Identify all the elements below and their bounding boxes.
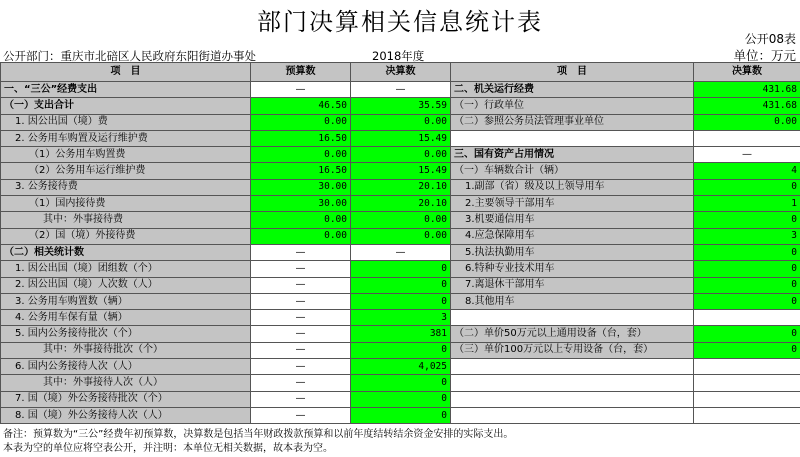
row-budget-value: 0.00 <box>251 228 351 244</box>
row-budget-value: — <box>251 391 351 407</box>
row-item-label: 3. 公务用车购置数（辆） <box>1 293 251 309</box>
row-final-value-right: 4 <box>694 163 800 179</box>
row-final-value-right: 431.68 <box>694 82 800 98</box>
row-final-value: 15.49 <box>351 163 451 179</box>
row-item-label-right: （三）单价100万元以上专用设备（台，套） <box>451 342 694 358</box>
row-item-label-right: 4.应急保障用车 <box>451 228 694 244</box>
table-row <box>1 228 800 244</box>
header-budget: 预算数 <box>251 63 351 82</box>
row-item-label: 1. 因公出国（境）团组数（个） <box>1 261 251 277</box>
form-code: 公开08表 <box>744 32 796 46</box>
row-final-value: 0 <box>351 293 451 309</box>
row-final-value: 4,025 <box>351 359 451 375</box>
department-label: 公开部门：重庆市北碚区人民政府东阳街道办事处 <box>3 49 256 63</box>
table-row <box>1 310 800 326</box>
row-item-label-right: （二）参照公务员法管理事业单位 <box>451 114 694 130</box>
row-item-label-right <box>451 359 694 375</box>
row-budget-value: — <box>251 326 351 342</box>
row-final-value-right: 0 <box>694 244 800 260</box>
row-budget-value: — <box>251 359 351 375</box>
table-row <box>1 163 800 179</box>
row-final-value-right: 3 <box>694 228 800 244</box>
table-row <box>1 293 800 309</box>
row-final-value-right: 0 <box>694 212 800 228</box>
row-item-label-right: 6.特种专业技术用车 <box>451 261 694 277</box>
row-budget-value: 0.00 <box>251 212 351 228</box>
table-row <box>1 391 800 407</box>
row-final-value-right: 431.68 <box>694 98 800 114</box>
row-final-value: 0 <box>351 342 451 358</box>
table-row <box>1 98 800 114</box>
header-final-left: 决算数 <box>351 63 451 82</box>
row-final-value-right: 1 <box>694 196 800 212</box>
table-row <box>1 130 800 146</box>
row-final-value-right <box>694 375 800 391</box>
row-final-value: 35.59 <box>351 98 451 114</box>
header-final-right: 决算数 <box>694 63 800 82</box>
row-item-label-right: （一）车辆数合计（辆） <box>451 163 694 179</box>
row-item-label-right <box>451 375 694 391</box>
row-final-value: 0 <box>351 391 451 407</box>
row-item-label-right: 三、国有资产占用情况 <box>451 147 694 163</box>
row-item-label: 4. 公务用车保有量（辆） <box>1 310 251 326</box>
row-budget-value: 0.00 <box>251 147 351 163</box>
row-item-label-right <box>451 391 694 407</box>
row-final-value-right: 0 <box>694 326 800 342</box>
table-row <box>1 244 800 260</box>
row-item-label: 其中：外事接待批次（个） <box>1 342 251 358</box>
row-final-value-right <box>694 130 800 146</box>
row-item-label-right: 8.其他用车 <box>451 293 694 309</box>
row-budget-value: — <box>251 277 351 293</box>
row-item-label-right: （二）单价50万元以上通用设备（台，套） <box>451 326 694 342</box>
table-row <box>1 407 800 423</box>
row-item-label: 6. 国内公务接待人次（人） <box>1 359 251 375</box>
row-final-value: — <box>351 82 451 98</box>
row-item-label: 其中：外事接待费 <box>1 212 251 228</box>
row-budget-value: 0.00 <box>251 114 351 130</box>
row-item-label: （2）国（境）外接待费 <box>1 228 251 244</box>
row-item-label: （一）支出合计 <box>1 98 251 114</box>
table-row <box>1 196 800 212</box>
table-row <box>1 326 800 342</box>
table-row <box>1 359 800 375</box>
row-final-value-right: 0 <box>694 342 800 358</box>
row-budget-value: 16.50 <box>251 163 351 179</box>
row-final-value: 381 <box>351 326 451 342</box>
row-budget-value: — <box>251 261 351 277</box>
row-item-label: 8. 国（境）外公务接待人次（人） <box>1 407 251 423</box>
row-final-value: 0 <box>351 261 451 277</box>
row-item-label: （1）公务用车购置费 <box>1 147 251 163</box>
note-line: 本表为空的单位应将空表公开，并注明：本单位无相关数据，故本表为空。 <box>3 443 333 454</box>
row-item-label: 3. 公务接待费 <box>1 179 251 195</box>
row-item-label: 2. 公务用车购置及运行维护费 <box>1 130 251 146</box>
row-budget-value: — <box>251 293 351 309</box>
header-row <box>1 63 800 82</box>
header-item-left: 项 目 <box>1 63 251 82</box>
header-item-right: 项 目 <box>451 63 694 82</box>
row-final-value-right <box>694 359 800 375</box>
notes <box>3 428 513 456</box>
row-final-value: 20.10 <box>351 196 451 212</box>
row-item-label-right <box>451 130 694 146</box>
row-item-label-right: 7.离退休干部用车 <box>451 277 694 293</box>
row-item-label: （1）国内接待费 <box>1 196 251 212</box>
row-budget-value: — <box>251 244 351 260</box>
row-final-value: — <box>351 244 451 260</box>
row-budget-value: 30.00 <box>251 196 351 212</box>
row-budget-value: — <box>251 82 351 98</box>
row-budget-value: 16.50 <box>251 130 351 146</box>
row-budget-value: — <box>251 342 351 358</box>
row-final-value-right <box>694 310 800 326</box>
row-final-value-right: — <box>694 147 800 163</box>
unit-label: 单位：万元 <box>733 48 796 63</box>
row-budget-value: 46.50 <box>251 98 351 114</box>
row-final-value-right: 0 <box>694 261 800 277</box>
row-final-value-right <box>694 391 800 407</box>
fiscal-year: 2018年度 <box>372 49 425 63</box>
table-row <box>1 82 800 98</box>
row-item-label: 7. 国（境）外公务接待批次（个） <box>1 391 251 407</box>
table-row <box>1 342 800 358</box>
table-row <box>1 261 800 277</box>
row-item-label: （二）相关统计数 <box>1 244 251 260</box>
table-row <box>1 147 800 163</box>
row-final-value: 0.00 <box>351 114 451 130</box>
row-item-label: 一、“三公”经费支出 <box>1 82 251 98</box>
row-item-label-right: 1.副部（省）级及以上领导用车 <box>451 179 694 195</box>
statistics-table <box>0 62 800 424</box>
row-final-value: 20.10 <box>351 179 451 195</box>
row-item-label: 1. 因公出国（境）费 <box>1 114 251 130</box>
row-budget-value: — <box>251 375 351 391</box>
row-budget-value: — <box>251 407 351 423</box>
table-row <box>1 212 800 228</box>
row-item-label-right: 二、机关运行经费 <box>451 82 694 98</box>
row-item-label-right: 2.主要领导干部用车 <box>451 196 694 212</box>
table-row <box>1 179 800 195</box>
row-item-label-right: （一）行政单位 <box>451 98 694 114</box>
row-item-label: 2. 因公出国（境）人次数（人） <box>1 277 251 293</box>
row-item-label: 其中：外事接待人次（人） <box>1 375 251 391</box>
report-title: 部门决算相关信息统计表 <box>257 8 543 36</box>
row-final-value: 0 <box>351 375 451 391</box>
table-row <box>1 277 800 293</box>
row-final-value: 0 <box>351 407 451 423</box>
row-item-label-right <box>451 310 694 326</box>
table-row <box>1 375 800 391</box>
row-final-value: 0.00 <box>351 228 451 244</box>
row-final-value-right: 0 <box>694 277 800 293</box>
row-budget-value: — <box>251 310 351 326</box>
note-line: 备注：预算数为“三公”经费年初预算数，决算数是包括当年财政拨款预算和以前年度结转结余资金安排的实际支出。 <box>3 429 514 440</box>
row-item-label: 5. 国内公务接待批次（个） <box>1 326 251 342</box>
row-final-value-right: 0 <box>694 179 800 195</box>
row-budget-value: 30.00 <box>251 179 351 195</box>
row-final-value: 3 <box>351 310 451 326</box>
row-item-label-right: 3.机要通信用车 <box>451 212 694 228</box>
row-final-value-right: 0.00 <box>694 114 800 130</box>
row-final-value: 0.00 <box>351 147 451 163</box>
row-item-label: （2）公务用车运行维护费 <box>1 163 251 179</box>
row-final-value: 0.00 <box>351 212 451 228</box>
row-final-value: 0 <box>351 277 451 293</box>
row-item-label-right: 5.执法执勤用车 <box>451 244 694 260</box>
table-row <box>1 114 800 130</box>
row-final-value-right: 0 <box>694 293 800 309</box>
row-final-value-right <box>694 407 800 423</box>
row-item-label-right <box>451 407 694 423</box>
row-final-value: 15.49 <box>351 130 451 146</box>
